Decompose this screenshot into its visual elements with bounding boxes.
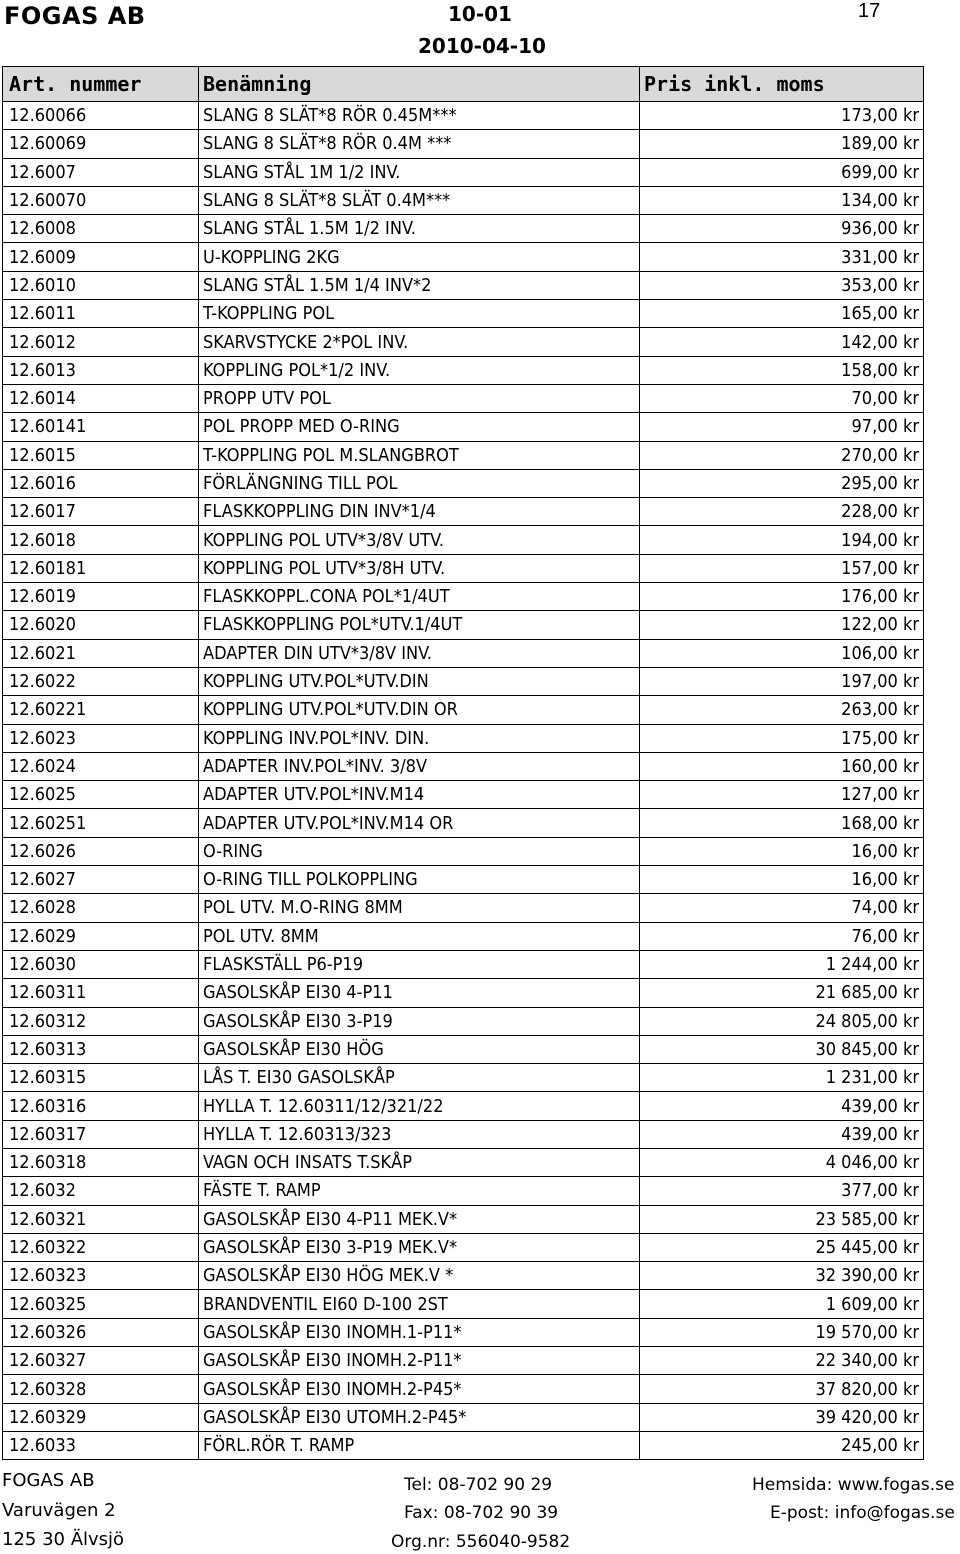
article-number-cell: 12.6008 — [3, 215, 199, 242]
description-cell: SLANG 8 SLÄT*8 RÖR 0.4M *** — [199, 130, 640, 157]
article-number-cell: 12.6013 — [3, 357, 199, 384]
description-cell: KOPPLING INV.POL*INV. DIN. — [199, 725, 640, 752]
table-row — [2, 838, 924, 866]
price-cell: 24 805,00 kr — [815, 1010, 919, 1032]
description-cell: POL UTV. M.O-RING 8MM — [199, 894, 640, 921]
price-cell: 377,00 kr — [841, 1180, 919, 1202]
price-cell: 1 231,00 kr — [825, 1067, 919, 1089]
price-cell: 19 570,00 kr — [815, 1321, 919, 1343]
article-number-cell: 12.60323 — [3, 1262, 199, 1289]
price-cell: 23 585,00 kr — [815, 1208, 919, 1230]
footer-street: Varuvägen 2 — [2, 1500, 116, 1521]
table-row — [2, 1347, 924, 1375]
article-number-cell: 12.60328 — [3, 1375, 199, 1402]
description-cell: SLANG 8 SLÄT*8 SLÄT 0.4M*** — [199, 187, 640, 214]
table-row — [2, 1375, 924, 1403]
price-cell: 1 244,00 kr — [825, 954, 919, 976]
table-row — [2, 1290, 924, 1318]
article-number-cell: 12.6011 — [3, 300, 199, 327]
description-cell: ADAPTER UTV.POL*INV.M14 OR — [199, 809, 640, 836]
description-cell: SKARVSTYCKE 2*POL INV. — [199, 328, 640, 355]
price-cell: 176,00 kr — [841, 586, 919, 608]
article-number-cell: 12.60311 — [3, 979, 199, 1006]
table-row — [2, 979, 924, 1007]
price-cell: 21 685,00 kr — [815, 982, 919, 1004]
description-cell: SLANG STÅL 1.5M 1/4 INV*2 — [199, 272, 640, 299]
price-cell: 1 609,00 kr — [825, 1293, 919, 1315]
price-cell: 157,00 kr — [841, 557, 919, 579]
table-row — [2, 696, 924, 724]
price-table — [2, 66, 924, 1460]
description-cell: POL UTV. 8MM — [199, 923, 640, 950]
price-cell: 173,00 kr — [841, 105, 919, 127]
table-row — [2, 1064, 924, 1092]
price-cell: 158,00 kr — [841, 359, 919, 381]
price-cell: 74,00 kr — [851, 897, 919, 919]
article-number-cell: 12.60070 — [3, 187, 199, 214]
footer-website: Hemsida: www.fogas.se — [752, 1475, 955, 1495]
column-header-description: Benämning — [199, 67, 640, 101]
price-cell: 439,00 kr — [841, 1095, 919, 1117]
price-cell: 168,00 kr — [841, 812, 919, 834]
price-cell: 32 390,00 kr — [815, 1265, 919, 1287]
article-number-cell: 12.60326 — [3, 1319, 199, 1346]
article-number-cell: 12.6025 — [3, 781, 199, 808]
table-row — [2, 413, 924, 441]
column-header-article-number: Art. nummer — [3, 67, 199, 101]
table-row — [2, 1092, 924, 1120]
article-number-cell: 12.60312 — [3, 1008, 199, 1035]
description-cell: FLASKKOPPLING POL*UTV.1/4UT — [199, 611, 640, 638]
article-number-cell: 12.6032 — [3, 1177, 199, 1204]
table-row — [2, 498, 924, 526]
price-cell: 175,00 kr — [841, 727, 919, 749]
description-cell: SLANG 8 SLÄT*8 RÖR 0.45M*** — [199, 102, 640, 129]
table-row — [2, 130, 924, 158]
table-row — [2, 923, 924, 951]
article-number-cell: 12.6028 — [3, 894, 199, 921]
article-number-cell: 12.60322 — [3, 1234, 199, 1261]
article-number-cell: 12.6026 — [3, 838, 199, 865]
footer-org-number: Org.nr: 556040-9582 — [391, 1532, 571, 1552]
article-number-cell: 12.60316 — [3, 1092, 199, 1119]
description-cell: GASOLSKÅP EI30 4-P11 MEK.V* — [199, 1206, 640, 1233]
article-number-cell: 12.6018 — [3, 526, 199, 553]
table-body — [2, 102, 924, 1460]
table-row — [2, 725, 924, 753]
price-cell: 194,00 kr — [841, 529, 919, 551]
article-number-cell: 12.60313 — [3, 1036, 199, 1063]
description-cell: FÖRL.RÖR T. RAMP — [199, 1432, 640, 1459]
page-number: 17 — [858, 0, 881, 22]
table-row — [2, 300, 924, 328]
article-number-cell: 12.6029 — [3, 923, 199, 950]
article-number-cell: 12.6014 — [3, 385, 199, 412]
article-number-cell: 12.60066 — [3, 102, 199, 129]
description-cell: GASOLSKÅP EI30 INOMH.1-P11* — [199, 1319, 640, 1346]
price-cell: 97,00 kr — [851, 416, 919, 438]
table-row — [2, 809, 924, 837]
article-number-cell: 12.60327 — [3, 1347, 199, 1374]
table-row — [2, 1121, 924, 1149]
price-cell: 263,00 kr — [841, 699, 919, 721]
price-cell: 189,00 kr — [841, 133, 919, 155]
table-row — [2, 611, 924, 639]
table-row — [2, 1432, 924, 1460]
table-row — [2, 102, 924, 130]
description-cell: PROPP UTV POL — [199, 385, 640, 412]
description-cell: KOPPLING POL UTV*3/8V UTV. — [199, 526, 640, 553]
price-cell: 122,00 kr — [841, 614, 919, 636]
description-cell: U-KOPPLING 2KG — [199, 243, 640, 270]
table-row — [2, 526, 924, 554]
table-row — [2, 328, 924, 356]
article-number-cell: 12.6009 — [3, 243, 199, 270]
table-row — [2, 640, 924, 668]
table-row — [2, 894, 924, 922]
price-cell: 106,00 kr — [841, 642, 919, 664]
footer-company: FOGAS AB — [2, 1470, 95, 1491]
description-cell: GASOLSKÅP EI30 3-P19 MEK.V* — [199, 1234, 640, 1261]
description-cell: VAGN OCH INSATS T.SKÅP — [199, 1149, 640, 1176]
table-row — [2, 357, 924, 385]
article-number-cell: 12.6012 — [3, 328, 199, 355]
description-cell: ADAPTER INV.POL*INV. 3/8V — [199, 753, 640, 780]
column-header-price: Pris inkl. moms — [644, 72, 825, 96]
price-cell: 127,00 kr — [841, 784, 919, 806]
table-row — [2, 470, 924, 498]
document-code: 10-01 — [448, 2, 512, 26]
description-cell: GASOLSKÅP EI30 INOMH.2-P45* — [199, 1375, 640, 1402]
table-row — [2, 159, 924, 187]
price-cell: 295,00 kr — [841, 473, 919, 494]
article-number-cell: 12.6020 — [3, 611, 199, 638]
description-cell: SLANG STÅL 1M 1/2 INV. — [199, 159, 640, 186]
table-row — [2, 187, 924, 215]
table-row — [2, 243, 924, 271]
article-number-cell: 12.6030 — [3, 951, 199, 978]
price-cell: 4 046,00 kr — [825, 1152, 919, 1174]
description-cell: FLASKKOPPL.CONA POL*1/4UT — [199, 583, 640, 610]
price-cell: 16,00 kr — [851, 840, 919, 862]
company-name: FOGAS AB — [4, 2, 146, 30]
table-row — [2, 668, 924, 696]
description-cell: KOPPLING POL UTV*3/8H UTV. — [199, 555, 640, 582]
price-cell: 70,00 kr — [851, 388, 919, 410]
description-cell: POL PROPP MED O-RING — [199, 413, 640, 440]
table-row — [2, 583, 924, 611]
description-cell: KOPPLING POL*1/2 INV. — [199, 357, 640, 384]
article-number-cell: 12.6017 — [3, 498, 199, 525]
article-number-cell: 12.60221 — [3, 696, 199, 723]
table-row — [2, 781, 924, 809]
article-number-cell: 12.6015 — [3, 442, 199, 469]
description-cell: GASOLSKÅP EI30 4-P11 — [199, 979, 640, 1006]
price-cell: 439,00 kr — [841, 1123, 919, 1145]
description-cell: T-KOPPLING POL M.SLANGBROT — [199, 442, 640, 469]
article-number-cell: 12.60141 — [3, 413, 199, 440]
article-number-cell: 12.6024 — [3, 753, 199, 780]
table-row — [2, 951, 924, 979]
price-cell: 16,00 kr — [851, 869, 919, 891]
price-cell: 142,00 kr — [841, 331, 919, 353]
description-cell: BRANDVENTIL EI60 D-100 2ST — [199, 1290, 640, 1317]
description-cell: HYLLA T. 12.60311/12/321/22 — [199, 1092, 640, 1119]
table-row — [2, 385, 924, 413]
table-row — [2, 1206, 924, 1234]
description-cell: ADAPTER UTV.POL*INV.M14 — [199, 781, 640, 808]
price-cell: 228,00 kr — [841, 501, 919, 523]
table-row — [2, 1262, 924, 1290]
page-footer — [0, 1466, 960, 1554]
table-row — [2, 866, 924, 894]
table-row — [2, 215, 924, 243]
article-number-cell: 12.6022 — [3, 668, 199, 695]
article-number-cell: 12.60181 — [3, 555, 199, 582]
price-cell: 30 845,00 kr — [815, 1038, 919, 1060]
description-cell: GASOLSKÅP EI30 INOMH.2-P11* — [199, 1347, 640, 1374]
description-cell: T-KOPPLING POL — [199, 300, 640, 327]
table-row — [2, 753, 924, 781]
price-cell: 936,00 kr — [841, 218, 919, 240]
footer-email: E-post: info@fogas.se — [770, 1503, 955, 1523]
price-cell: 22 340,00 kr — [815, 1350, 919, 1372]
price-cell: 270,00 kr — [841, 444, 919, 466]
article-number-cell: 12.6007 — [3, 159, 199, 186]
price-cell: 25 445,00 kr — [815, 1237, 919, 1259]
article-number-cell: 12.6010 — [3, 272, 199, 299]
table-row — [2, 1234, 924, 1262]
description-cell: GASOLSKÅP EI30 UTOMH.2-P45* — [199, 1404, 640, 1431]
description-cell: SLANG STÅL 1.5M 1/2 INV. — [199, 215, 640, 242]
article-number-cell: 12.60251 — [3, 809, 199, 836]
article-number-cell: 12.60318 — [3, 1149, 199, 1176]
table-row — [2, 1177, 924, 1205]
article-number-cell: 12.60069 — [3, 130, 199, 157]
article-number-cell: 12.60325 — [3, 1290, 199, 1317]
article-number-cell: 12.60317 — [3, 1121, 199, 1148]
price-cell: 331,00 kr — [841, 246, 919, 268]
price-cell: 39 420,00 kr — [815, 1406, 919, 1428]
article-number-cell: 12.6023 — [3, 725, 199, 752]
description-cell: O-RING TILL POLKOPPLING — [199, 866, 640, 893]
table-row — [2, 272, 924, 300]
price-cell: 353,00 kr — [841, 274, 919, 296]
table-row — [2, 1036, 924, 1064]
article-number-cell: 12.6027 — [3, 866, 199, 893]
price-cell: 37 820,00 kr — [815, 1378, 919, 1400]
footer-phone: Tel: 08-702 90 29 — [404, 1475, 553, 1495]
article-number-cell: 12.60315 — [3, 1064, 199, 1091]
description-cell: HYLLA T. 12.60313/323 — [199, 1121, 640, 1148]
description-cell: O-RING — [199, 838, 640, 865]
price-cell: 165,00 kr — [841, 303, 919, 325]
table-row — [2, 555, 924, 583]
article-number-cell: 12.6033 — [3, 1432, 199, 1459]
table-row — [2, 1008, 924, 1036]
table-row — [2, 1319, 924, 1347]
description-cell: GASOLSKÅP EI30 HÖG MEK.V * — [199, 1262, 640, 1289]
price-cell: 160,00 kr — [841, 755, 919, 777]
price-cell: 245,00 kr — [841, 1435, 919, 1457]
article-number-cell: 12.60321 — [3, 1206, 199, 1233]
description-cell: FÄSTE T. RAMP — [199, 1177, 640, 1204]
table-header — [2, 66, 924, 102]
description-cell: GASOLSKÅP EI30 3-P19 — [199, 1008, 640, 1035]
description-cell: FLASKSTÄLL P6-P19 — [199, 951, 640, 978]
article-number-cell: 12.6016 — [3, 470, 199, 497]
description-cell: ADAPTER DIN UTV*3/8V INV. — [199, 640, 640, 667]
description-cell: KOPPLING UTV.POL*UTV.DIN — [199, 668, 640, 695]
price-cell: 134,00 kr — [841, 190, 919, 212]
footer-fax: Fax: 08-702 90 39 — [404, 1503, 559, 1523]
description-cell: FLASKKOPPLING DIN INV*1/4 — [199, 498, 640, 525]
footer-city: 125 30 Älvsjö — [2, 1529, 125, 1550]
price-cell: 699,00 kr — [841, 161, 919, 183]
description-cell: GASOLSKÅP EI30 HÖG — [199, 1036, 640, 1063]
article-number-cell: 12.6021 — [3, 640, 199, 667]
price-cell: 197,00 kr — [841, 671, 919, 693]
description-cell: LÅS T. EI30 GASOLSKÅP — [199, 1064, 640, 1091]
document-date: 2010-04-10 — [418, 34, 546, 58]
table-row — [2, 442, 924, 470]
article-number-cell: 12.60329 — [3, 1404, 199, 1431]
description-cell: FÖRLÄNGNING TILL POL — [199, 470, 640, 497]
table-row — [2, 1149, 924, 1177]
article-number-cell: 12.6019 — [3, 583, 199, 610]
description-cell: KOPPLING UTV.POL*UTV.DIN OR — [199, 696, 640, 723]
price-cell: 76,00 kr — [851, 925, 919, 947]
table-row — [2, 1404, 924, 1432]
